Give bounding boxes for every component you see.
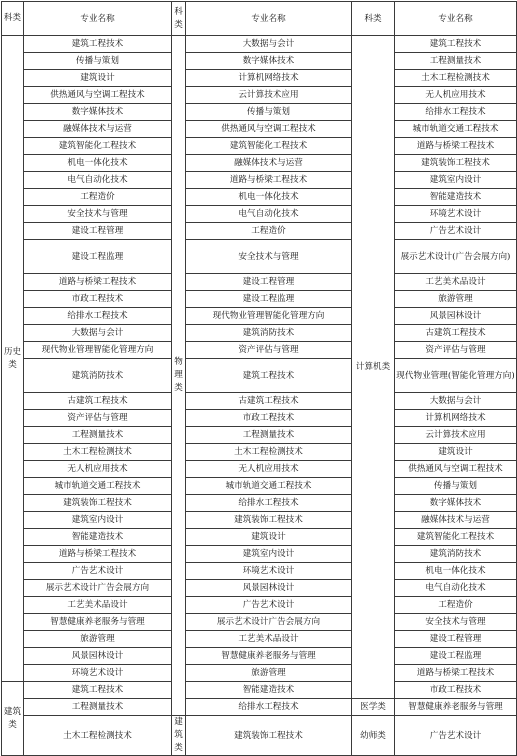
major-cell: 建筑消防技术 — [395, 546, 517, 563]
table-row — [2, 563, 517, 580]
major-cell: 广告艺术设计 — [395, 223, 517, 240]
major-cell: 电气自动化技术 — [24, 172, 172, 189]
major-cell: 工程测量技术 — [395, 53, 517, 70]
table-row — [2, 223, 517, 240]
major-cell: 展示艺术设计(广告会展方向) — [395, 240, 517, 274]
major-cell: 数字媒体技术 — [24, 104, 172, 121]
major-cell: 建筑室内设计 — [186, 546, 352, 563]
major-cell: 工艺美术品设计 — [186, 631, 352, 648]
major-cell: 环境艺术设计 — [186, 563, 352, 580]
header-category: 科类 — [352, 2, 395, 36]
major-cell: 融媒体技术与运营 — [395, 512, 517, 529]
category-cell: 物理类 — [172, 36, 186, 716]
table-row — [2, 393, 517, 410]
table-row — [2, 699, 517, 716]
major-cell: 大数据与会计 — [395, 393, 517, 410]
table-row — [2, 155, 517, 172]
major-cell: 云计算技术应用 — [395, 427, 517, 444]
major-cell: 工程测量技术 — [24, 699, 172, 716]
major-cell: 无人机应用技术 — [395, 87, 517, 104]
major-cell: 传播与策划 — [186, 104, 352, 121]
major-cell: 资产评估与管理 — [395, 342, 517, 359]
major-cell: 工程测量技术 — [24, 427, 172, 444]
major-cell: 智慧健康养老服务与管理 — [395, 699, 517, 716]
table-row — [2, 716, 517, 756]
major-cell: 土木工程检测技术 — [395, 70, 517, 87]
major-cell: 给排水工程技术 — [186, 699, 352, 716]
major-cell: 市政工程技术 — [186, 410, 352, 427]
major-cell: 建筑装饰工程技术 — [186, 716, 352, 756]
major-cell: 智能建造技术 — [186, 682, 352, 699]
major-cell: 资产评估与管理 — [24, 410, 172, 427]
major-cell: 融媒体技术与运营 — [24, 121, 172, 138]
major-cell: 建筑工程技术 — [24, 36, 172, 53]
major-cell: 建筑设计 — [24, 70, 172, 87]
major-cell: 风景园林设计 — [24, 648, 172, 665]
major-cell: 智能建造技术 — [24, 529, 172, 546]
table-row — [2, 461, 517, 478]
major-cell: 机电一体化技术 — [24, 155, 172, 172]
table-row — [2, 410, 517, 427]
table-row — [2, 172, 517, 189]
major-cell: 大数据与会计 — [186, 36, 352, 53]
major-cell: 古建筑工程技术 — [186, 393, 352, 410]
table-row — [2, 87, 517, 104]
major-cell: 道路与桥梁工程技术 — [186, 172, 352, 189]
major-cell: 建设工程管理 — [24, 223, 172, 240]
major-cell: 建筑智能化工程技术 — [24, 138, 172, 155]
major-cell: 道路与桥梁工程技术 — [395, 138, 517, 155]
major-cell: 机电一体化技术 — [186, 189, 352, 206]
major-cell: 安全技术与管理 — [186, 240, 352, 274]
table-row — [2, 325, 517, 342]
major-cell: 智慧健康养老服务与管理 — [186, 648, 352, 665]
major-cell: 工艺美术品设计 — [395, 274, 517, 291]
category-cell: 医学类 — [352, 699, 395, 716]
major-cell: 给排水工程技术 — [186, 495, 352, 512]
major-cell: 电气自动化技术 — [395, 580, 517, 597]
major-cell: 城市轨道交通工程技术 — [186, 478, 352, 495]
major-cell: 计算机网络技术 — [186, 70, 352, 87]
table-row — [2, 682, 517, 699]
major-cell: 建筑设计 — [186, 529, 352, 546]
major-cell: 资产评估与管理 — [186, 342, 352, 359]
header-major: 专业名称 — [395, 2, 517, 36]
major-cell: 广告艺术设计 — [24, 563, 172, 580]
major-cell: 建筑装饰工程技术 — [24, 495, 172, 512]
table-row — [2, 342, 517, 359]
major-cell: 融媒体技术与运营 — [186, 155, 352, 172]
major-cell: 给排水工程技术 — [24, 308, 172, 325]
table-row — [2, 665, 517, 682]
majors-table — [1, 1, 517, 756]
header-row — [2, 2, 517, 36]
major-cell: 城市轨道交通工程技术 — [24, 478, 172, 495]
major-cell: 市政工程技术 — [24, 291, 172, 308]
table-row — [2, 53, 517, 70]
major-cell: 旅游管理 — [24, 631, 172, 648]
header-category: 科类 — [2, 2, 24, 36]
major-cell: 建筑消防技术 — [186, 325, 352, 342]
category-cell: 建筑类 — [2, 682, 24, 756]
major-cell: 电气自动化技术 — [186, 206, 352, 223]
major-cell: 建筑工程技术 — [24, 682, 172, 699]
table-row — [2, 359, 517, 393]
table-row — [2, 121, 517, 138]
major-cell: 智能建造技术 — [395, 189, 517, 206]
table-row — [2, 36, 517, 53]
major-cell: 土木工程检测技术 — [186, 444, 352, 461]
major-cell: 建设工程监理 — [186, 291, 352, 308]
table-row — [2, 240, 517, 274]
category-cell: 建筑类 — [172, 716, 186, 756]
major-cell: 工程测量技术 — [186, 427, 352, 444]
major-cell: 传播与策划 — [24, 53, 172, 70]
table-row — [2, 495, 517, 512]
category-cell: 幼师类 — [352, 716, 395, 756]
major-cell: 现代物业管理智能化管理方向 — [24, 342, 172, 359]
major-cell: 建筑室内设计 — [395, 172, 517, 189]
major-cell: 城市轨道交通工程技术 — [395, 121, 517, 138]
table-row — [2, 138, 517, 155]
major-cell: 建筑室内设计 — [24, 512, 172, 529]
major-cell: 现代物业管理智能化管理方向 — [186, 308, 352, 325]
table-row — [2, 189, 517, 206]
major-cell: 工程造价 — [24, 189, 172, 206]
major-cell: 建筑设计 — [395, 444, 517, 461]
header-major: 专业名称 — [186, 2, 352, 36]
major-cell: 智慧健康养老服务与管理 — [24, 614, 172, 631]
major-cell: 旅游管理 — [395, 291, 517, 308]
major-cell: 展示艺术设计广告会展方向 — [186, 614, 352, 631]
table-row — [2, 580, 517, 597]
major-cell: 建筑装饰工程技术 — [186, 512, 352, 529]
major-cell: 古建筑工程技术 — [395, 325, 517, 342]
major-cell: 广告艺术设计 — [395, 716, 517, 756]
major-cell: 安全技术与管理 — [395, 614, 517, 631]
major-cell: 建筑工程技术 — [186, 359, 352, 393]
major-cell: 供热通风与空调工程技术 — [186, 121, 352, 138]
major-cell: 建筑智能化工程技术 — [186, 138, 352, 155]
major-cell: 道路与桥梁工程技术 — [24, 274, 172, 291]
major-cell: 数字媒体技术 — [186, 53, 352, 70]
major-cell: 市政工程技术 — [395, 682, 517, 699]
table-row — [2, 529, 517, 546]
major-cell: 安全技术与管理 — [24, 206, 172, 223]
table-row — [2, 597, 517, 614]
major-cell: 计算机网络技术 — [395, 410, 517, 427]
major-cell: 道路与桥梁工程技术 — [395, 665, 517, 682]
header-category: 科类 — [172, 2, 186, 36]
table-row — [2, 478, 517, 495]
category-cell: 计算机类 — [352, 36, 395, 699]
major-cell: 风景园林设计 — [395, 308, 517, 325]
major-cell: 环境艺术设计 — [395, 206, 517, 223]
table-row — [2, 308, 517, 325]
major-cell: 建筑装饰工程技术 — [395, 155, 517, 172]
table-row — [2, 291, 517, 308]
major-cell: 风景园林设计 — [186, 580, 352, 597]
major-cell: 建筑工程技术 — [395, 36, 517, 53]
major-cell: 工艺美术品设计 — [24, 597, 172, 614]
major-cell: 供热通风与空调工程技术 — [24, 87, 172, 104]
major-cell: 展示艺术设计广告会展方向 — [24, 580, 172, 597]
major-cell: 建设工程监理 — [395, 648, 517, 665]
major-cell: 传播与策划 — [395, 478, 517, 495]
major-cell: 给排水工程技术 — [395, 104, 517, 121]
table-row — [2, 104, 517, 121]
table-row — [2, 631, 517, 648]
major-cell: 建设工程管理 — [186, 274, 352, 291]
header-major: 专业名称 — [24, 2, 172, 36]
table-row — [2, 444, 517, 461]
major-cell: 建筑智能化工程技术 — [395, 529, 517, 546]
major-cell: 道路与桥梁工程技术 — [24, 546, 172, 563]
major-cell: 建设工程管理 — [395, 631, 517, 648]
major-cell: 大数据与会计 — [24, 325, 172, 342]
table-row — [2, 70, 517, 87]
major-cell: 土木工程检测技术 — [24, 444, 172, 461]
major-cell: 古建筑工程技术 — [24, 393, 172, 410]
table-row — [2, 614, 517, 631]
major-cell: 工程造价 — [186, 223, 352, 240]
major-cell: 广告艺术设计 — [186, 597, 352, 614]
major-cell: 数字媒体技术 — [395, 495, 517, 512]
major-cell: 环境艺术设计 — [24, 665, 172, 682]
major-cell: 现代物业管理(智能化管理方向) — [395, 359, 517, 393]
major-cell: 无人机应用技术 — [24, 461, 172, 478]
table-row — [2, 274, 517, 291]
category-cell: 历史类 — [2, 36, 24, 682]
table-row — [2, 427, 517, 444]
table-row — [2, 546, 517, 563]
table-row — [2, 206, 517, 223]
major-cell: 机电一体化技术 — [395, 563, 517, 580]
major-cell: 云计算技术应用 — [186, 87, 352, 104]
table-row — [2, 648, 517, 665]
table-row — [2, 512, 517, 529]
major-cell: 无人机应用技术 — [186, 461, 352, 478]
major-cell: 旅游管理 — [186, 665, 352, 682]
major-cell: 建设工程监理 — [24, 240, 172, 274]
major-cell: 供热通风与空调工程技术 — [395, 461, 517, 478]
major-cell: 建筑消防技术 — [24, 359, 172, 393]
major-cell: 土木工程检测技术 — [24, 716, 172, 756]
major-cell: 工程造价 — [395, 597, 517, 614]
